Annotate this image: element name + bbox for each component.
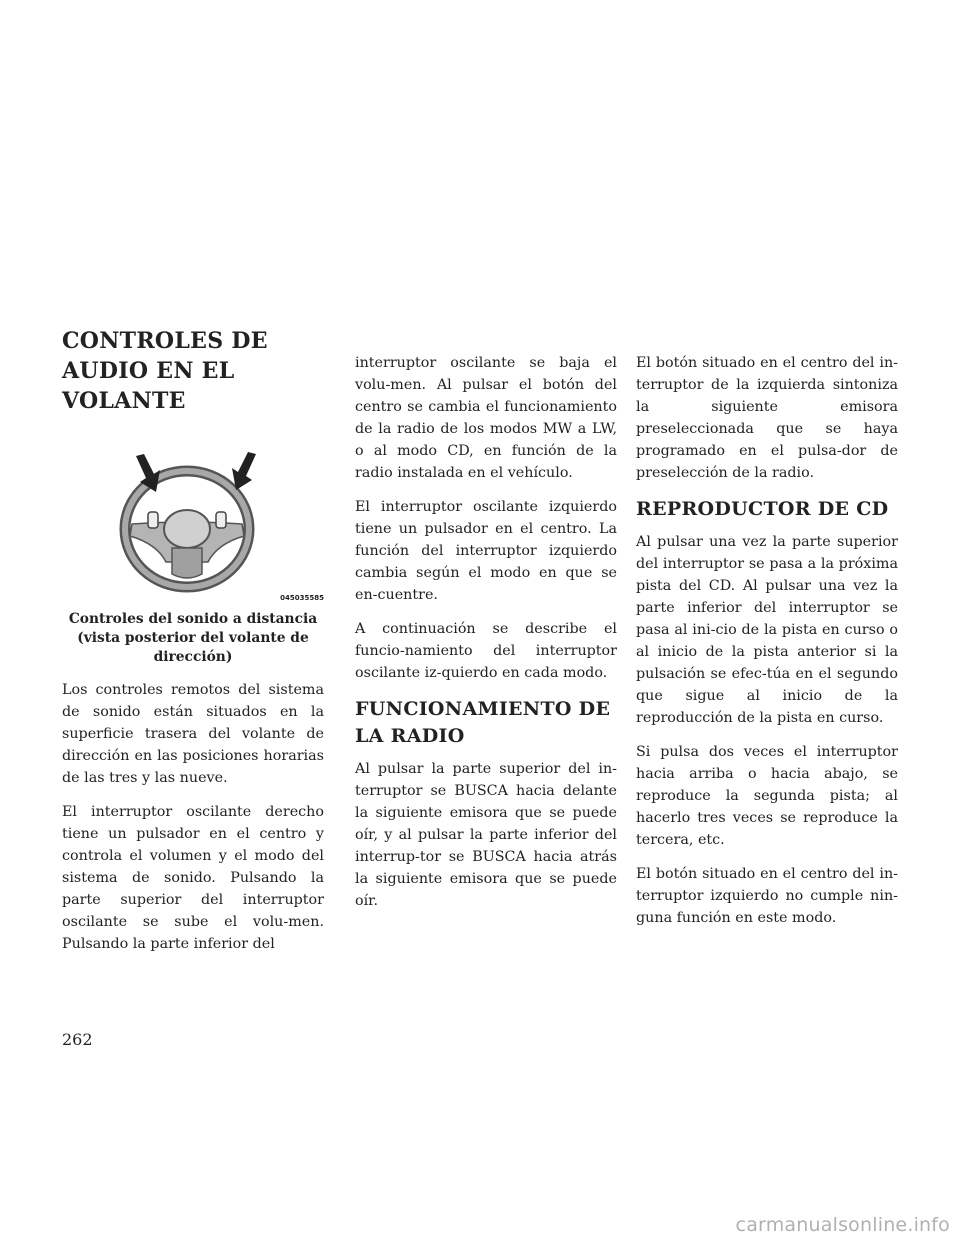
column-2: [355, 352, 617, 924]
paragraph: El interruptor oscilante derecho tiene un pulsador en el centro y controla el volumen y el modo del sistema de sonido. Pulsando la parte superior del interruptor oscilante se sube el volu-men. Pulsando la parte inferior del: [62, 804, 324, 952]
paragraph: interruptor oscilante se baja el volu-men. Al pulsar el botón del centro se cambia el funcionamiento de la radio de los modos MW a LW, o al modo CD, en función de la radio instalada en el vehículo.: [355, 355, 617, 481]
steering-wheel-icon: [62, 444, 324, 604]
steering-wheel-figure: [62, 444, 324, 604]
figure-code: 045035585: [280, 594, 324, 602]
column-3: [636, 352, 898, 941]
column-1: [62, 326, 324, 967]
paragraph: El botón situado en el centro del in-terruptor de la izquierda sintoniza la siguiente emisora preseleccionada que se haya programado en el pulsa-dor de preselección de la radio.: [636, 355, 898, 481]
arrow-left-icon: [132, 454, 162, 494]
section-heading: CONTROLES DE AUDIO EN EL VOLANTE: [62, 328, 268, 414]
page-number: 262: [62, 1030, 93, 1049]
paragraph: Al pulsar la parte superior del in-terruptor se BUSCA hacia delante la siguiente emisora que se puede oír, y al pulsar la parte inferior del interrup-tor se BUSCA hacia atrás la siguiente emisora que se puede oír.: [355, 761, 617, 909]
subsection-heading: FUNCIONAMIENTO DE LA RADIO: [355, 698, 611, 747]
paragraph: Si pulsa dos veces el interruptor hacia arriba o hacia abajo, se reproduce la segunda pista; al hacerlo tres veces se reproduce la tercera, etc.: [636, 744, 898, 848]
paragraph: A continuación se describe el funcio-namiento del interruptor oscilante iz-quierdo en cada modo.: [355, 621, 617, 681]
paragraph: Los controles remotos del sistema de sonido están situados en la superficie trasera del volante de dirección en las posiciones horarias de las tres y las nueve.: [62, 682, 324, 786]
arrow-right-icon: [230, 452, 260, 492]
subsection-heading: REPRODUCTOR DE CD: [636, 498, 889, 520]
paragraph: El interruptor oscilante izquierdo tiene un pulsador en el centro. La función del interruptor izquierdo cambia según el modo en que se en-cuentre.: [355, 499, 617, 603]
watermark[interactable]: carmanualsonline.info: [735, 1214, 950, 1236]
paragraph: El botón situado en el centro del in-terruptor izquierdo no cumple nin-guna función en este modo.: [636, 866, 898, 926]
figure-caption: Controles del sonido a distancia (vista posterior del volante de dirección): [68, 611, 318, 665]
paragraph: Al pulsar una vez la parte superior del interruptor se pasa a la próxima pista del CD. Al pulsar una vez la parte inferior del interruptor se pasa al ini-cio de la pista en curso o al inicio de la pista anterior si la pulsación se efec-túa en el segundo que sigue al inicio de la reproducción de la pista en curso.: [636, 534, 898, 726]
